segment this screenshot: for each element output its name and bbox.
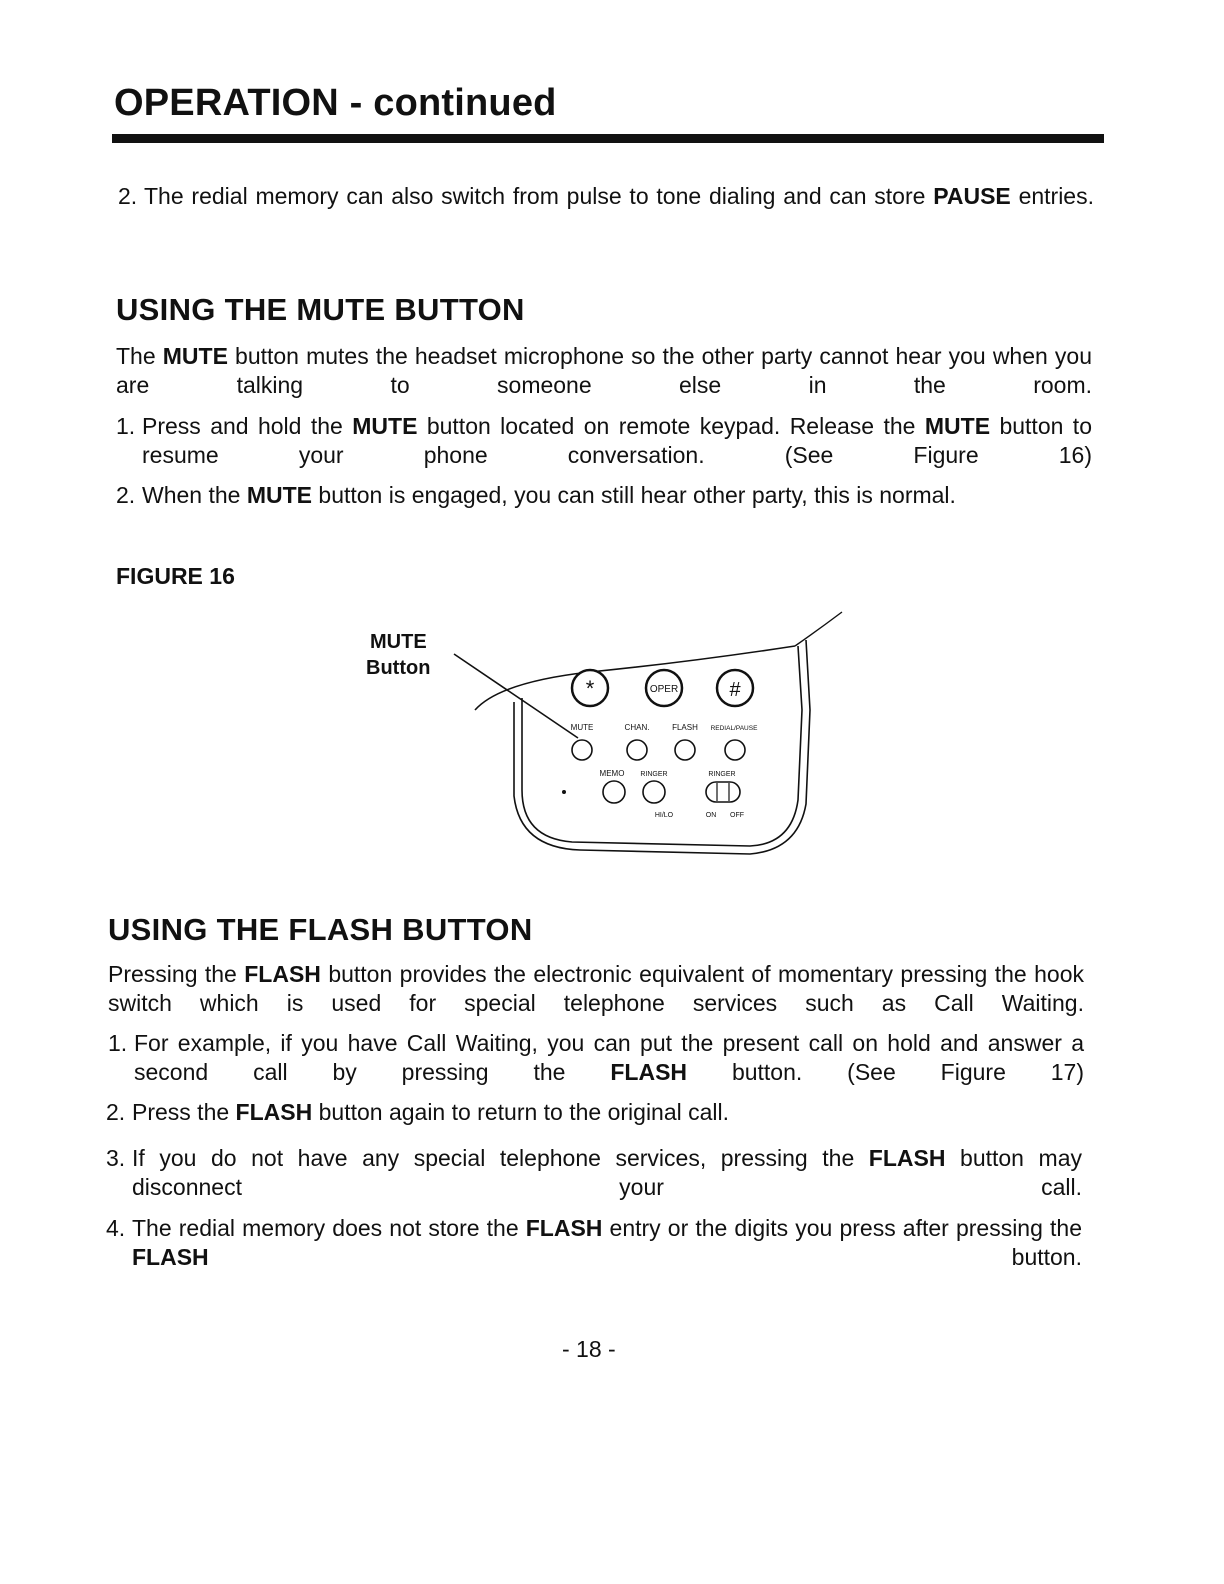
list-text: Press the FLASH button again to return to the original call.	[132, 1099, 730, 1125]
remote-cord	[795, 612, 842, 646]
callout-button-text: Button	[366, 657, 431, 679]
oper-key-label: OPER	[649, 684, 679, 695]
list-number: 2.	[106, 1099, 126, 1125]
list-number: 1.	[108, 1030, 128, 1056]
list-number: 1.	[116, 413, 136, 439]
mute-key-label: MUTE	[570, 723, 594, 732]
list-text: The redial memory does not store the FLASH entry or the digits you press after pressing the FLASH button.	[132, 1215, 1082, 1270]
ringer-switch-label: RINGER	[708, 771, 736, 778]
chan-key-label: CHAN.	[624, 723, 650, 732]
pause-keyword: PAUSE	[933, 183, 1011, 209]
memo-key	[603, 781, 625, 803]
mute-key	[572, 740, 592, 760]
title-rule	[112, 134, 1104, 143]
mute-section-heading: USING THE MUTE BUTTON	[116, 292, 525, 327]
ringer-hilo-key-label: RINGER	[640, 771, 668, 778]
flash-step-2	[106, 1098, 1082, 1127]
page-title: OPERATION - continued	[114, 82, 557, 124]
mute-step-2	[116, 481, 1092, 510]
list-text: For example, if you have Call Waiting, you can put the present call on hold and answer a second call by pressing the FLASH button. (See Figure 17)	[134, 1030, 1084, 1085]
hilo-sublabel: HI/LO	[654, 812, 674, 819]
chan-key	[627, 740, 647, 760]
list-text: When the MUTE button is engaged, you can still hear other party, this is normal.	[142, 482, 956, 508]
off-sublabel: OFF	[730, 812, 744, 819]
list-text: If you do not have any special telephone services, pressing the FLASH button may disconnect your call.	[132, 1145, 1082, 1200]
figure-label: FIGURE 16	[116, 563, 235, 589]
list-number: 4.	[106, 1215, 126, 1241]
page-number: - 18 -	[562, 1336, 616, 1362]
memo-key-label: MEMO	[599, 769, 625, 778]
hash-key-label: #	[729, 679, 741, 701]
flash-section-heading: USING THE FLASH BUTTON	[108, 912, 533, 947]
list-text: Press and hold the MUTE button located on remote keypad. Release the MUTE button to resume your phone conversation. (See Figure 16)	[142, 413, 1092, 468]
list-number: 2.	[116, 482, 136, 508]
flash-description: Pressing the FLASH button provides the electronic equivalent of momentary pressing the hook switch which is used for special telephone services such as Call Waiting.	[108, 961, 1084, 1016]
flash-key-label: FLASH	[672, 723, 698, 732]
ringer-on-off-switch	[706, 782, 740, 802]
list-text: The redial memory can also switch from pulse to tone dialing and can store PAUSE entries.	[144, 183, 1094, 209]
redial-pause-key	[725, 740, 745, 760]
callout-line	[454, 654, 578, 738]
star-key-label: *	[585, 676, 595, 701]
flash-step-4	[106, 1214, 1082, 1301]
indicator-dot	[562, 790, 566, 794]
callout-mute-text: MUTE	[370, 631, 427, 653]
flash-key	[675, 740, 695, 760]
keypad-figure	[350, 600, 870, 860]
on-sublabel: ON	[705, 812, 717, 819]
list-number: 2.	[118, 183, 138, 209]
list-number: 3.	[106, 1145, 126, 1171]
intro-list-item	[118, 182, 1094, 240]
redial-pause-key-label: REDIAL/PAUSE	[710, 725, 758, 732]
ringer-hilo-key	[643, 781, 665, 803]
mute-description: The MUTE button mutes the headset microphone so the other party cannot hear you when you are talking to someone else in the room.	[116, 343, 1092, 398]
